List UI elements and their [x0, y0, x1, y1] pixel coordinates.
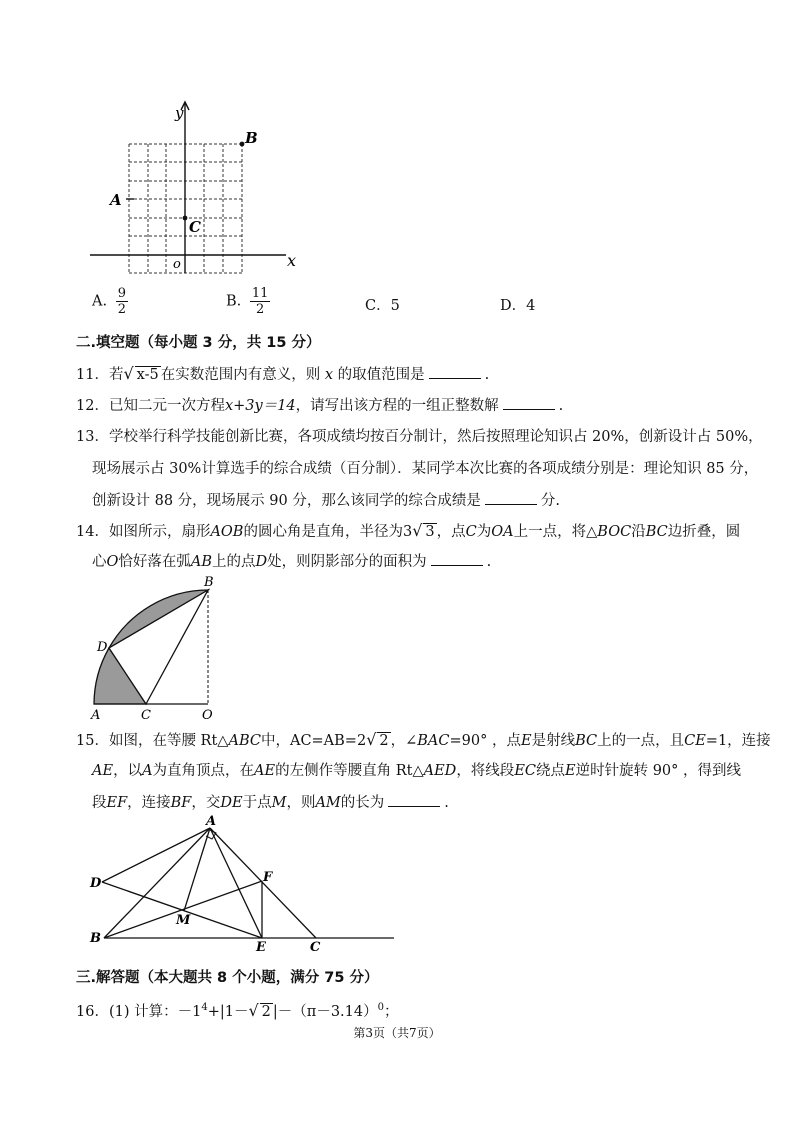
q12-end: .: [558, 398, 564, 414]
q14-c: C: [465, 524, 477, 540]
q14-l1-a: 14．如图所示，扇形: [76, 524, 211, 540]
q15-aed: AED: [423, 763, 457, 779]
option-a: [92, 286, 128, 317]
option-b-numerator: 11: [251, 286, 269, 301]
q11-mid: 在实数范围内有意义，则: [160, 367, 321, 383]
q11-post: 的取值范围是: [337, 367, 425, 383]
triangle-label-f: F: [263, 870, 273, 885]
q12-answer-blank[interactable]: [503, 395, 555, 410]
triangle-label-a: A: [206, 815, 217, 829]
q15-l3-d: 于点: [242, 795, 272, 811]
q16-rad: 2: [261, 1003, 271, 1020]
q14-l1-d: 为: [476, 524, 492, 540]
q11-end: .: [484, 367, 490, 383]
question-15-line-1: 15．如图，在等腰 Rt△ABC中，AC=AB=2√ 2 ，∠BAC=90° ，点E是射线BC上的一点，且CE=1，连接: [76, 730, 771, 749]
q15-l3-f: 的长为: [340, 795, 385, 811]
q15-l3-b: ，连接: [127, 795, 171, 811]
q14-r-rad: 3: [425, 524, 435, 540]
figure-triangle: [86, 815, 406, 955]
option-a-fraction: [116, 286, 128, 317]
q15-m: M: [271, 795, 287, 811]
q15-bc: BC: [575, 733, 598, 749]
q14-l2-b: 恰好落在弧: [118, 554, 191, 570]
q15-l3-c: ，交: [191, 795, 221, 811]
q12-pre: 12．已知二元一次方程: [76, 398, 225, 414]
triangle-label-e: E: [256, 940, 266, 955]
q14-l1-e: 上一点，将△: [513, 524, 598, 540]
q14-l1-g: 边折叠，圆: [667, 524, 741, 540]
figure-coordinate-grid: [86, 98, 316, 278]
option-b-label: B.: [226, 293, 242, 310]
question-11: 11．若√ x-5 在实数范围内有意义，则 x 的取值范围是 .: [76, 364, 490, 383]
x-axis-label: x: [287, 251, 297, 270]
q15-abc: ABC: [228, 733, 261, 749]
q15-l2-e: ，将线段: [456, 763, 515, 779]
q15-rad: 2: [379, 733, 389, 749]
question-12: [76, 395, 563, 416]
q14-l2-c: 上的点: [212, 554, 256, 570]
q15-l2-b: ，以: [113, 763, 143, 779]
q14-d: D: [255, 554, 268, 570]
q15-de: DE: [220, 795, 243, 811]
q15-l2-a: AE: [92, 763, 114, 779]
q15-l2-c: 为直角顶点，在: [152, 763, 255, 779]
y-axis-label: y: [175, 104, 184, 122]
q15-l1-e: 是射线: [531, 733, 576, 749]
question-14-line-1: 14．如图所示，扇形AOB的圆心角是直角，半径为3√ 3 ，点C为OA上一点，将△BOC沿BC边折叠，圆: [76, 521, 741, 540]
q15-e2: E: [565, 763, 576, 779]
question-13-line-2: 现场展示占 30%计算选手的综合成绩（百分制）．某同学本次比赛的各项成绩分别是：理论知识 85 分，: [92, 461, 759, 477]
q14-l1-b: 的圆心角是直角，半径为: [243, 524, 403, 540]
q11-answer-blank[interactable]: [429, 364, 481, 379]
q15-l2-d: 的左侧作等腰直角 Rt△: [275, 763, 424, 779]
q13-line3-post: 分.: [540, 493, 560, 509]
q14-l2-d: 处，则阴影部分的面积为: [267, 554, 427, 570]
q15-l1-a: 15．如图，在等腰 Rt△: [76, 733, 229, 749]
point-c-label: C: [189, 218, 201, 236]
q15-end: .: [444, 795, 449, 811]
q15-answer-blank[interactable]: [388, 792, 440, 807]
sector-label-b: B: [204, 575, 214, 590]
q15-am: AM: [315, 795, 341, 811]
q11-radicand: x-5: [136, 367, 159, 383]
option-b: [226, 286, 270, 317]
q14-l1-c: ，点: [436, 524, 466, 540]
q12-post: ，请写出该方程的一组正整数解: [295, 398, 499, 414]
q14-ab: AB: [190, 554, 213, 570]
q15-l1-b: 中，AC=AB=2: [260, 733, 367, 749]
question-16: 16．(1) 计算：$-1^4+|1-√$ 2 $|-(\pi-3.14)^0$；: [76, 1000, 399, 1020]
q14-boc: BOC: [597, 524, 632, 540]
q15-bac: BAC: [417, 733, 450, 749]
sector-label-d: D: [97, 640, 108, 655]
option-a-numerator: 9: [117, 286, 126, 301]
q16-mid: +|1－: [207, 1003, 249, 1020]
q15-a: A: [142, 763, 153, 779]
option-d: D．4: [500, 298, 536, 314]
question-13-line-1: 13．学校举行科学技能创新比赛，各项成绩均按百分制计，然后按照理论知识占 20%，创新设计占 50%，: [76, 429, 763, 445]
q14-l1-f: 沿: [631, 524, 646, 540]
q13-line3-pre: 创新设计 88 分，现场展示 90 分，那么该同学的综合成绩是: [92, 493, 481, 509]
sector-label-o: O: [202, 708, 213, 723]
q14-aob: AOB: [210, 524, 244, 540]
point-a-label: A: [110, 191, 122, 209]
q15-ae2: AE: [254, 763, 276, 779]
question-15-line-2: [92, 761, 741, 781]
option-b-fraction: [250, 286, 271, 317]
q14-oa: OA: [491, 524, 514, 540]
section-3-title: 三.解答题（本大题共 8 个小题，满分 75 分）: [76, 970, 379, 986]
origin-label: o: [173, 257, 181, 272]
q11-var: x: [324, 367, 334, 383]
figure-sector: [86, 574, 226, 724]
triangle-label-d: D: [90, 876, 102, 891]
q14-answer-blank[interactable]: [431, 551, 483, 566]
option-b-denominator: 2: [256, 302, 265, 317]
point-b-label: B: [245, 129, 258, 147]
section-2-title: 二.填空题（每小题 3 分，共 15 分）: [76, 335, 321, 351]
q16-mid2: |－（π－3.14）: [272, 1003, 378, 1020]
q15-l1-d: =90° ，点: [449, 733, 521, 749]
triangle-label-c: C: [310, 940, 321, 955]
q15-l1-f: 上的一点，且: [597, 733, 685, 749]
q15-l1-g: =1，连接: [705, 733, 771, 749]
question-14-line-2: [92, 551, 491, 572]
q15-ef: EF: [106, 795, 128, 811]
q14-l2-a: 心: [92, 554, 107, 570]
q12-equation: x+3y＝14: [224, 398, 296, 414]
q15-e: E: [520, 733, 532, 749]
triangle-label-m: M: [176, 913, 191, 928]
q16-end: ；: [383, 1003, 399, 1020]
q13-answer-blank[interactable]: [485, 490, 537, 505]
q15-bf: BF: [170, 795, 192, 811]
q15-l1-c: ，∠: [390, 733, 418, 749]
question-15-line-3: [92, 792, 449, 813]
q16-exp4: 4: [201, 1002, 208, 1013]
q16-pre: 16．(1) 计算：－1: [76, 1003, 202, 1020]
q14-r-coef: 3: [402, 524, 413, 540]
q11-pre: 11．若: [76, 367, 124, 383]
option-c: C．5: [365, 298, 400, 314]
q15-l2-f: 绕点: [536, 763, 565, 779]
q14-end: .: [486, 554, 492, 570]
option-a-denominator: 2: [117, 302, 126, 317]
q15-ec: EC: [514, 763, 536, 779]
sector-label-c: C: [141, 708, 151, 723]
option-a-label: A.: [92, 293, 108, 310]
q14-bc: BC: [645, 524, 668, 540]
q14-o: O: [106, 554, 119, 570]
question-13-line-3: [92, 490, 560, 511]
page-footer: 第3页（共7页）: [353, 1026, 441, 1040]
triangle-label-b: B: [90, 931, 101, 946]
q16-exp0: 0: [377, 1002, 384, 1013]
q15-ce: CE: [684, 733, 706, 749]
q15-l2-g: 逆时针旋转 90° ，得到线: [575, 763, 742, 779]
q15-l3-a: 段: [92, 795, 107, 811]
q15-l3-e: ，则: [286, 795, 316, 811]
sector-label-a: A: [91, 708, 101, 723]
